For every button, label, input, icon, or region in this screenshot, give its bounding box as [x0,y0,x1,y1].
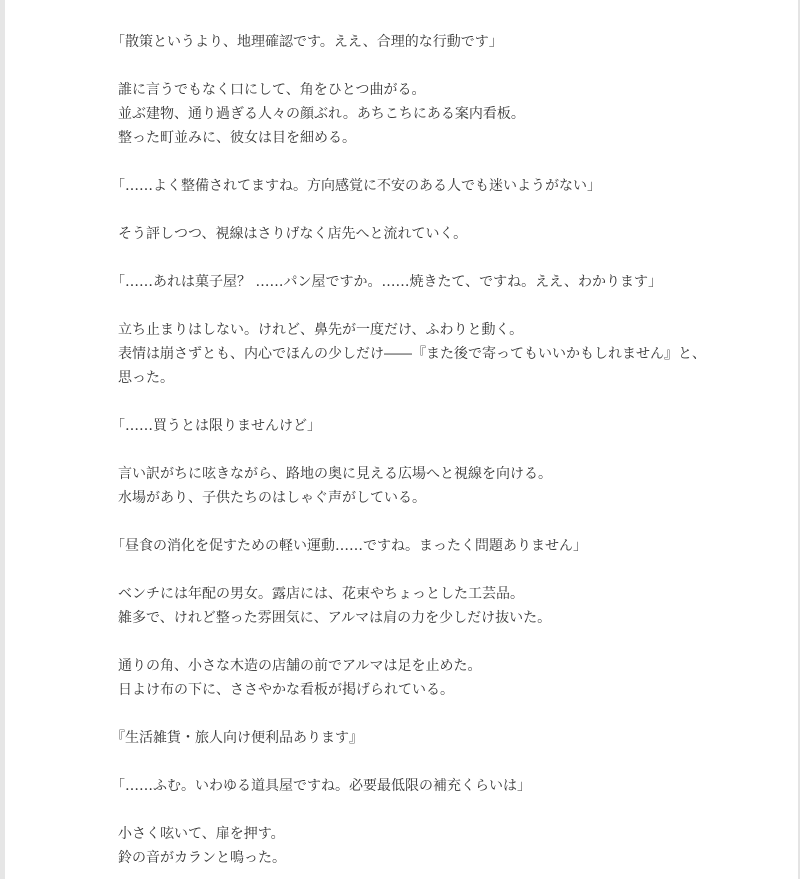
dialogue-paragraph [111,414,718,438]
text-line: 整った町並みに、彼女は目を細める。 [118,130,356,146]
text-line: 誰に言うでもなく口にして、角をひとつ曲がる。 [118,82,426,98]
dialogue-paragraph [111,30,718,54]
text-line: 言い訳がちに呟きながら、路地の奥に見える広場へと視線を向ける。 [118,466,552,482]
text-line: 立ち止まりはしない。けれど、鼻先が一度だけ、ふわりと動く。 [118,322,524,338]
text-line: ベンチには年配の男女。露店には、花束やちょっとした工芸品。 [118,586,524,602]
dialogue-paragraph [111,270,718,294]
text-line: 「……買うとは限りませんけど」 [111,418,321,434]
text-line: 日よけ布の下に、ささやかな看板が掲げられている。 [118,682,454,698]
text-line: 表情は崩さずとも、内心でほんの少しだけ――『また後で寄ってもいいかもしれません』と、 [118,346,706,362]
narration-paragraph [118,78,718,150]
text-line: 鈴の音がカランと鳴った。 [118,850,286,866]
narration-paragraph [118,822,718,870]
text-line: そう評しつつ、視線はさりげなく店先へと流れていく。 [118,226,468,242]
text-line: 『生活雑貨・旅人向け便利品あります』 [111,730,363,746]
sign-text-paragraph [111,726,718,750]
narration-paragraph [118,462,718,510]
narration-paragraph [118,318,718,390]
narration-paragraph [118,654,718,702]
story-text [111,30,718,879]
text-line: 小さく呟いて、扉を押す。 [118,826,285,842]
text-line: 「……あれは菓子屋？ ……パン屋ですか。……焼きたて、ですね。ええ、わかります」 [111,274,663,290]
text-line: 「……よく整備されてますね。方向感覚に不安のある人でも迷いようがない」 [111,178,601,194]
text-line: 思った。 [118,370,174,386]
narration-paragraph [118,222,718,246]
text-line: 「昼食の消化を促すための軽い運動……ですね。まったく問題ありません」 [111,538,587,554]
narration-paragraph [118,582,718,630]
dialogue-paragraph [111,534,718,558]
dialogue-paragraph [111,774,718,798]
dialogue-paragraph [111,174,718,198]
text-line: 「……ふむ。いわゆる道具屋ですね。必要最低限の補充くらいは」 [111,778,531,794]
text-line: 「散策というより、地理確認です。ええ、合理的な行動です」 [111,34,503,50]
text-line: 雑多で、けれど整った雰囲気に、アルマは肩の力を少しだけ抜いた。 [118,610,552,626]
text-line: 水場があり、子供たちのはしゃぐ声がしている。 [118,490,426,506]
text-line: 並ぶ建物、通り過ぎる人々の顔ぶれ。あちこちにある案内看板。 [118,106,525,122]
left-margin-rail [0,0,5,879]
text-line: 通りの角、小さな木造の店舗の前でアルマは足を止めた。 [118,658,482,674]
